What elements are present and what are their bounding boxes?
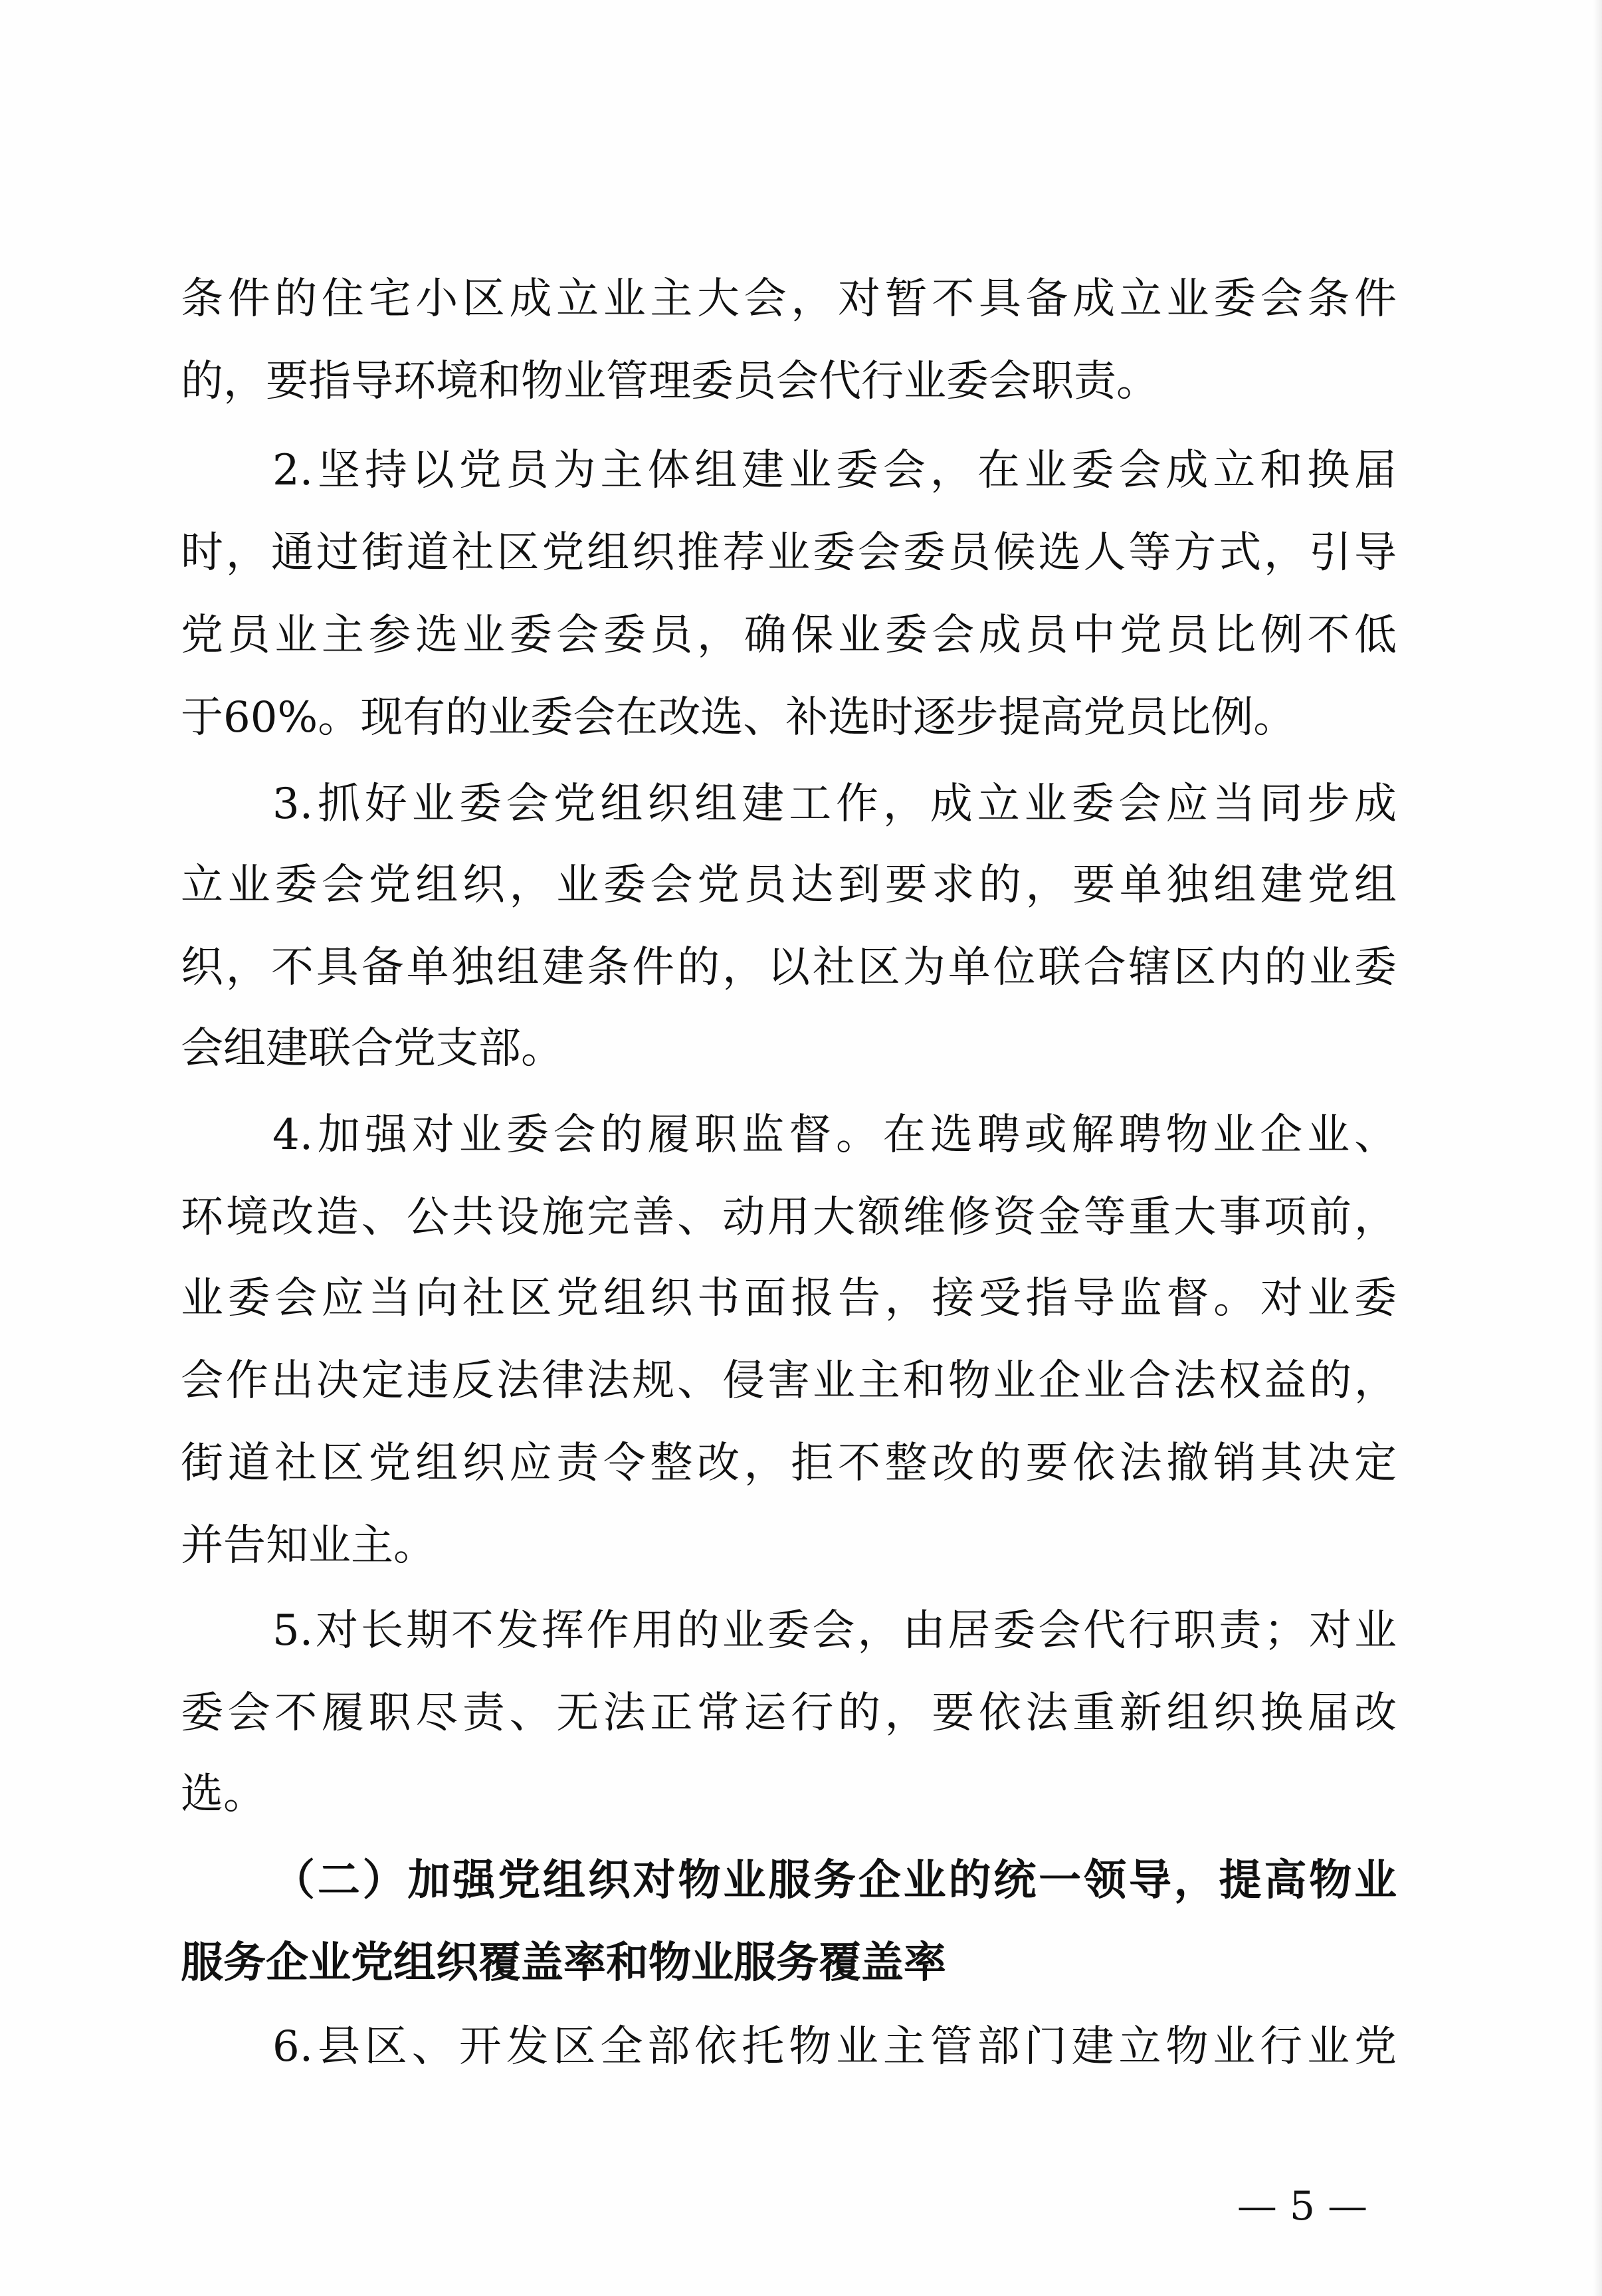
text-line: 业委会应当向社区党组织书面报告，接受指导监督。对业委 — [181, 1274, 1397, 1323]
text-line: 2.坚持以党员为主体组建业委会，在业委会成立和换届 — [272, 446, 1397, 495]
text-line: 于60%。现有的业委会在改选、补选时逐步提高党员比例。 — [181, 693, 1296, 742]
text-line: 环境改造、公共设施完善、动用大额维修资金等重大事项前， — [181, 1193, 1397, 1242]
text-line: 立业委会党组织，业委会党员达到要求的，要单独组建党组 — [181, 861, 1397, 910]
text-line: 3.抓好业委会党组织组建工作，成立业委会应当同步成 — [272, 780, 1397, 829]
text-line: 并告知业主。 — [181, 1521, 436, 1570]
text-line: 条件的住宅小区成立业主大会，对暂不具备成立业委会条件 — [181, 274, 1397, 324]
text-line: 街道社区党组织应责令整改，拒不整改的要依法撤销其决定 — [181, 1439, 1397, 1488]
page-edge — [1593, 0, 1602, 2296]
text-line: 5.对长期不发挥作用的业委会，由居委会代行职责；对业 — [272, 1606, 1397, 1655]
text-line: 党员业主参选业委会委员，确保业委会成员中党员比例不低 — [181, 611, 1397, 660]
text-line: 4.加强对业委会的履职监督。在选聘或解聘物业企业、 — [272, 1110, 1397, 1160]
text-line: 6.县区、开发区全部依托物业主管部门建立物业行业党 — [272, 2022, 1397, 2071]
text-line: 会作出决定违反法律法规、侵害业主和物业企业合法权益的， — [181, 1356, 1397, 1406]
text-line: 选。 — [181, 1770, 266, 1819]
text-line: 织，不具备单独组建条件的，以社区为单位联合辖区内的业委 — [181, 943, 1397, 992]
text-line: 委会不履职尽责、无法正常运行的，要依法重新组织换届改 — [181, 1689, 1397, 1738]
section-heading-line: （二）加强党组织对物业服务企业的统一领导，提高物业 — [272, 1855, 1397, 1905]
page-number: — 5 — — [1237, 2183, 1368, 2230]
text-line: 的，要指导环境和物业管理委员会代行业委会职责。 — [181, 357, 1159, 406]
section-heading-line: 服务企业党组织覆盖率和物业服务覆盖率 — [181, 1938, 946, 1988]
text-line: 时，通过街道社区党组织推荐业委会委员候选人等方式，引导 — [181, 528, 1397, 577]
text-line: 会组建联合党支部。 — [181, 1024, 563, 1073]
